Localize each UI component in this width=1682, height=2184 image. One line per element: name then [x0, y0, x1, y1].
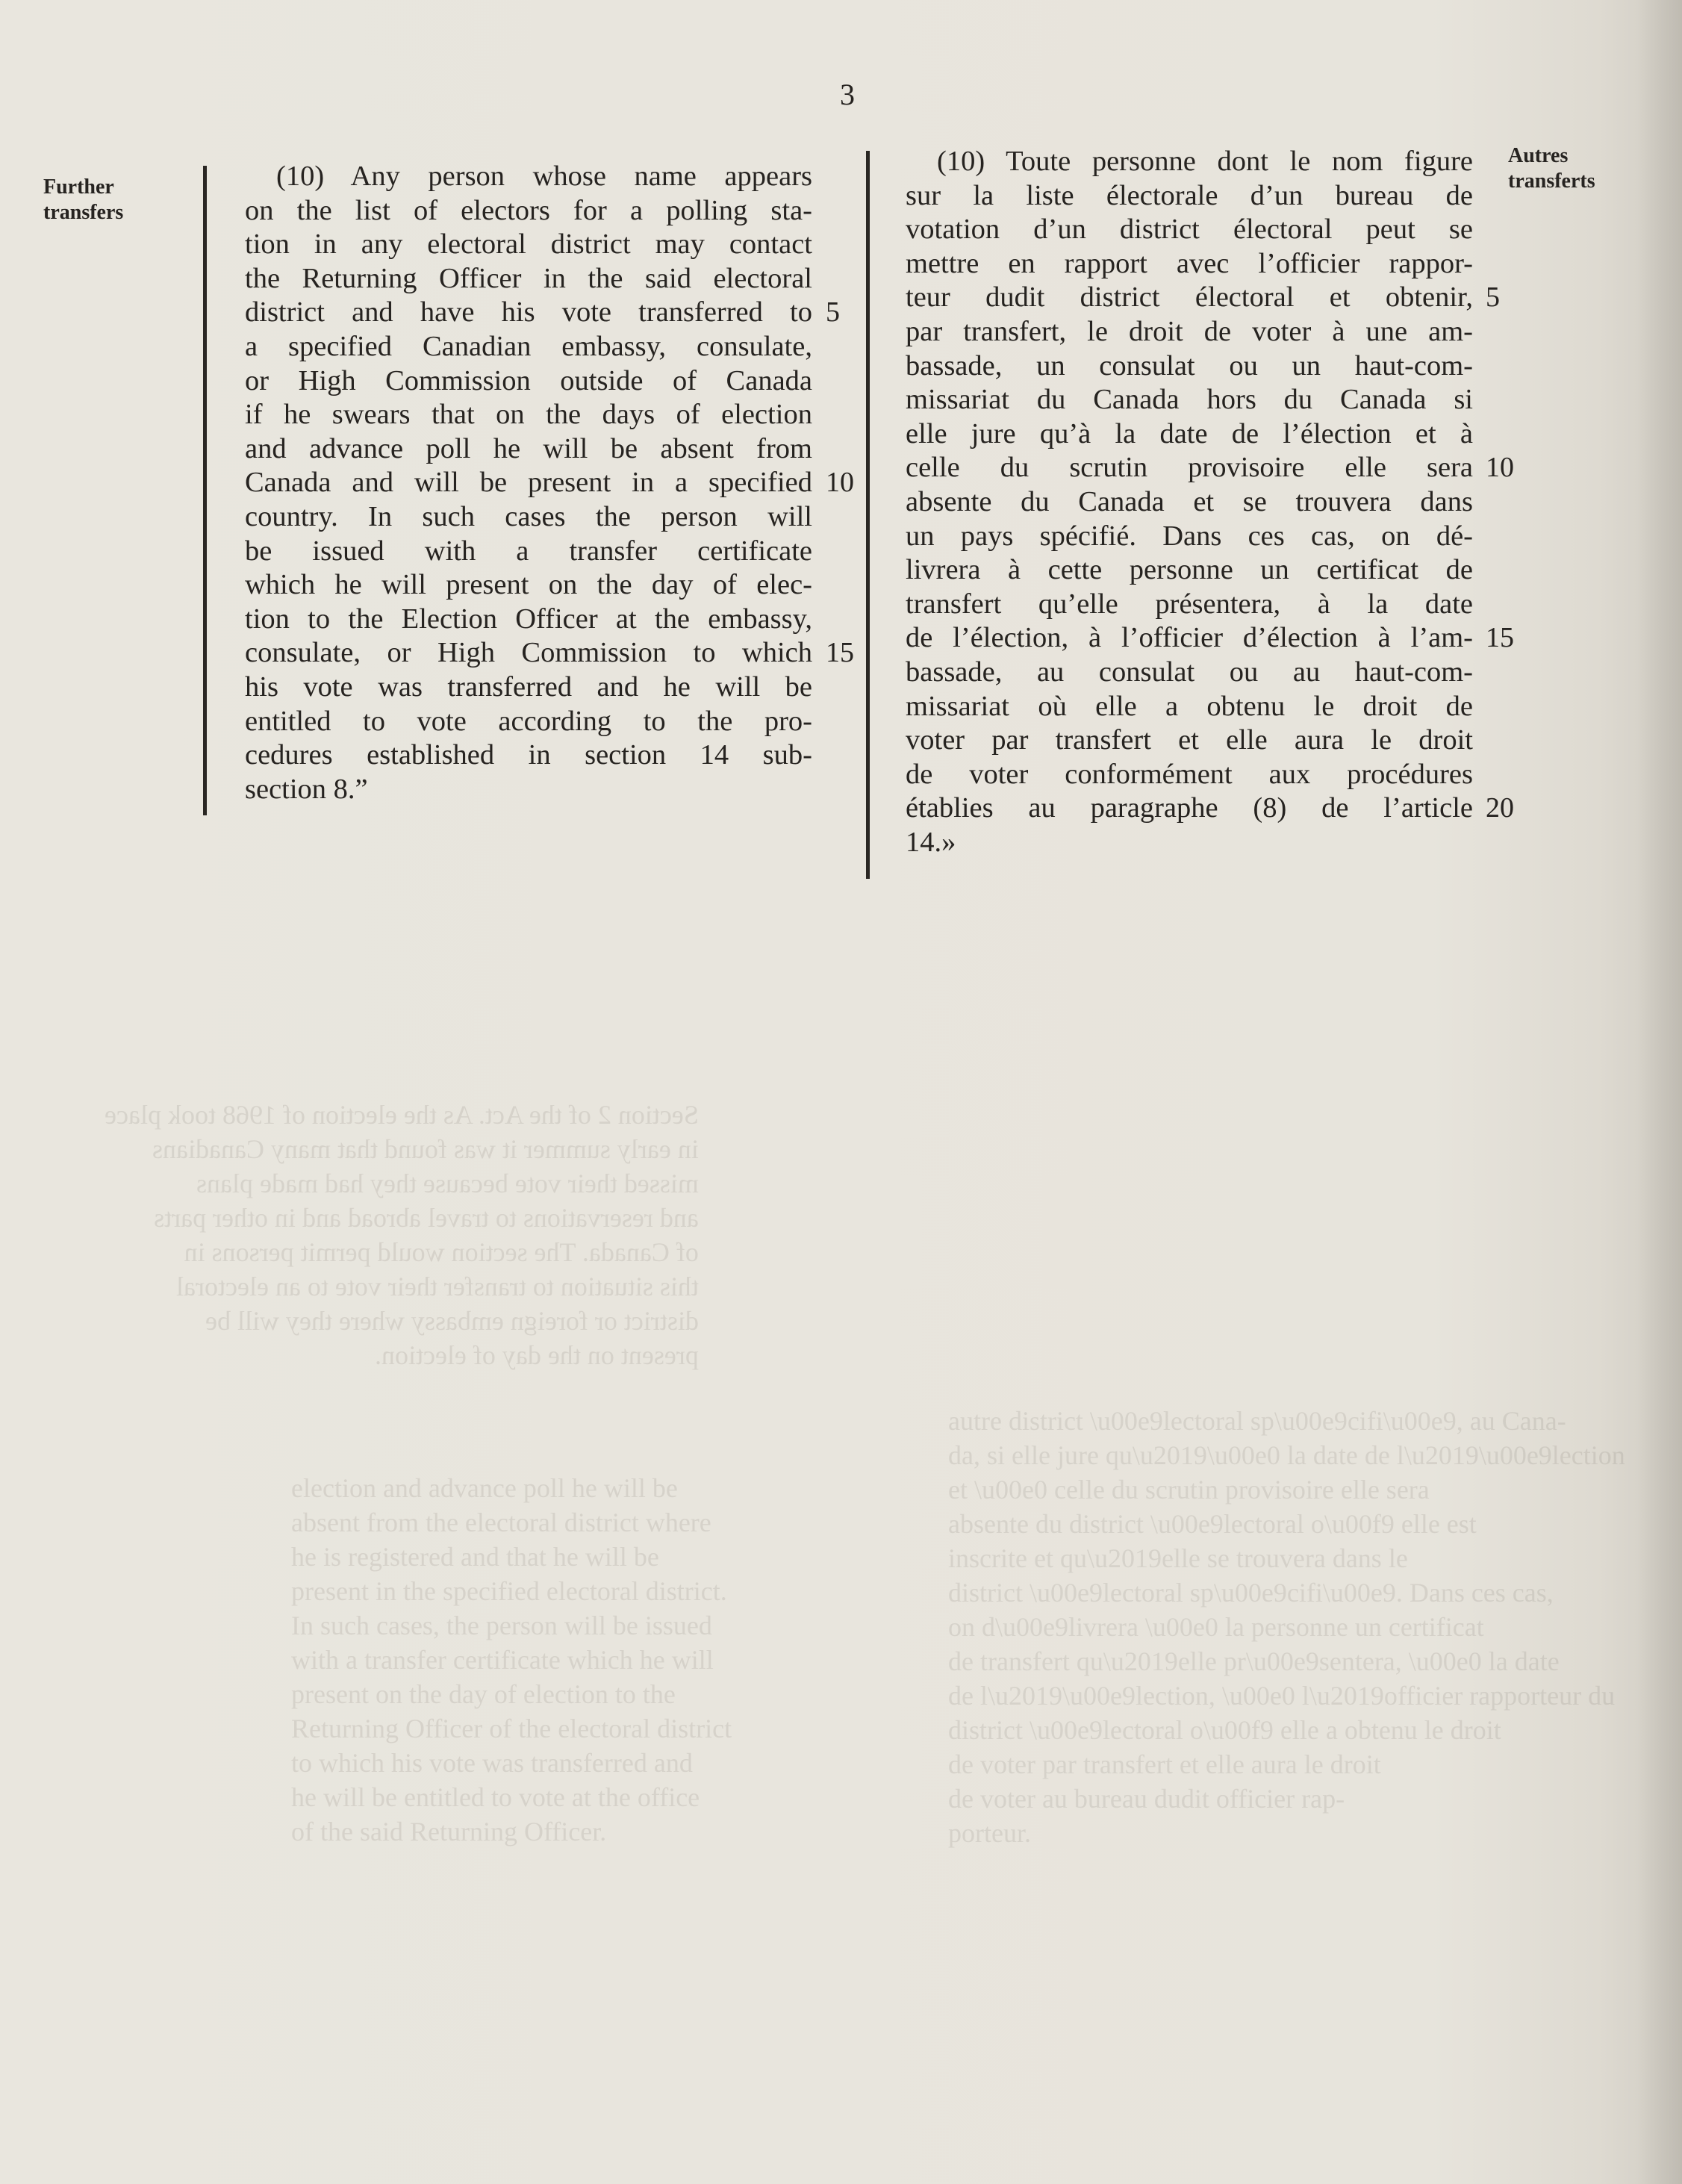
text-line: his vote was transferred and he will be: [245, 671, 812, 703]
marginal-note-line: transferts: [1508, 169, 1595, 193]
text-line: de l’élection, à l’officier d’élection à l’am-: [906, 622, 1473, 654]
text-line: établies au paragraphe (8) de l’article: [906, 792, 1473, 824]
text-line: section 8.”: [245, 773, 368, 805]
marginal-note-english: [43, 175, 123, 225]
text-line: if he swears that on the days of election: [245, 399, 812, 431]
text-line: be issued with a transfer certificate: [245, 535, 812, 567]
text-line: teur dudit district électoral et obtenir,: [906, 281, 1473, 314]
bleed-through-text: autre district \u00e9lectoral sp\u00e9cifi\u00e9, au Cana- da, si elle jure qu\u2019\u00e0 la date de l\u2019\u00e9lection et \u00e0 celle du scrutin provisoire elle sera absente du district \u00e9lectoral o\u00f9 elle est inscrite et qu\u2019elle se trouvera dans le district \u00e9lectoral sp\u00e9cifi\u00e9. Dans ces cas, on d\u00e9livrera \u00e0 la personne un certificat de transfert qu\u2019elle pr\u00e9sentera, \u00e0 la date de l\u2019\u00e9lection, \u00e0 l\u2019officier rapporteur du district \u00e9lectoral o\u00f9 elle a obtenu le droit de voter par transfert et elle aura le droit de voter au bureau dudit officier rap- porteur.: [948, 1406, 1625, 1848]
text-line: missariat du Canada hors du Canada si: [906, 384, 1473, 416]
text-line: un pays spécifié. Dans ces cas, on dé-: [906, 520, 1473, 552]
line-number-french: 20: [1486, 792, 1514, 824]
line-number-french: 15: [1486, 622, 1514, 654]
line-number-english: 10: [826, 467, 854, 499]
text-line: (10) Any person whose name appears: [276, 161, 812, 192]
marginal-note-line: transfers: [43, 201, 124, 224]
text-line: the Returning Officer in the said electoral: [245, 262, 812, 294]
marginal-note-line: Further: [43, 175, 114, 199]
text-line: transfert qu’elle présentera, à la date: [906, 588, 1473, 620]
bleed-through-text: Section 2 of the Act. As the election of 1968 took place in early summer it was found that many Canadians missed their vote because they had made plans and reservations to travel abroad and in other parts of Canada. The section would permit persons in this situation to transfer their vote to an electoral district or foreign embassy where they will be present on the day of election.: [105, 1100, 699, 1370]
text-line: voter par transfert et elle aura le droit: [906, 724, 1473, 756]
text-line: Canada and will be present in a specified: [245, 467, 812, 499]
text-line: cedures established in section 14 sub-: [245, 739, 812, 771]
french-paragraph: [906, 145, 1473, 859]
english-paragraph: [245, 160, 812, 806]
text-line: and advance poll he will be absent from: [245, 432, 812, 464]
text-line: which he will present on the day of elec-: [245, 569, 812, 601]
amendment-bar-french: [866, 151, 870, 879]
text-line: district and have his vote transferred to: [245, 296, 812, 329]
text-line: entitled to vote according to the pro-: [245, 705, 812, 737]
text-line: sur la liste électorale d’un bureau de: [906, 179, 1473, 211]
text-line: a specified Canadian embassy, consulate,: [245, 330, 812, 362]
text-line: bassade, au consulat ou au haut-com-: [906, 656, 1473, 688]
text-line: or High Commission outside of Canada: [245, 364, 812, 396]
marginal-note-line: Autres: [1508, 144, 1569, 167]
text-line: celle du scrutin provisoire elle sera: [906, 452, 1473, 484]
page-number: 3: [840, 78, 855, 111]
text-line: country. In such cases the person will: [245, 500, 812, 532]
bleed-through-text: election and advance poll he will be absent from the electoral district where he is registered and that he will be present in the specified electoral district. In such cases, the person will be issued with a transfer certificate which he will present on the day of election to the Returning Officer of the electoral district to which his vote was transferred and he will be entitled to vote at the office of the said Returning Officer.: [291, 1473, 732, 1847]
marginal-note-french: [1508, 143, 1595, 194]
text-line: 14.»: [906, 826, 956, 858]
line-number-french: 10: [1486, 452, 1514, 484]
text-line: tion to the Election Officer at the embassy,: [245, 603, 812, 635]
text-line: elle jure qu’à la date de l’élection et à: [906, 417, 1473, 449]
line-number-french: 5: [1486, 281, 1500, 314]
text-line: par transfert, le droit de voter à une am-: [906, 315, 1473, 347]
text-line: mettre en rapport avec l’officier rappor-: [906, 247, 1473, 279]
text-line: absente du Canada et se trouvera dans: [906, 485, 1473, 517]
text-line: de voter conformément aux procédures: [906, 758, 1473, 790]
text-line: missariat où elle a obtenu le droit de: [906, 690, 1473, 722]
text-line: (10) Toute personne dont le nom figure: [937, 146, 1473, 177]
text-line: consulate, or High Commission to which: [245, 637, 812, 669]
text-line: livrera à cette personne un certificat de: [906, 554, 1473, 586]
text-line: on the list of electors for a polling sta-: [245, 194, 812, 226]
line-number-english: 5: [826, 296, 840, 329]
amendment-bar-english: [203, 166, 207, 815]
page-edge-shadow: [1637, 0, 1682, 2184]
text-line: bassade, un consulat ou un haut-com-: [906, 349, 1473, 382]
line-number-english: 15: [826, 637, 854, 669]
text-line: votation d’un district électoral peut se: [906, 214, 1473, 246]
text-line: tion in any electoral district may contact: [245, 228, 812, 261]
